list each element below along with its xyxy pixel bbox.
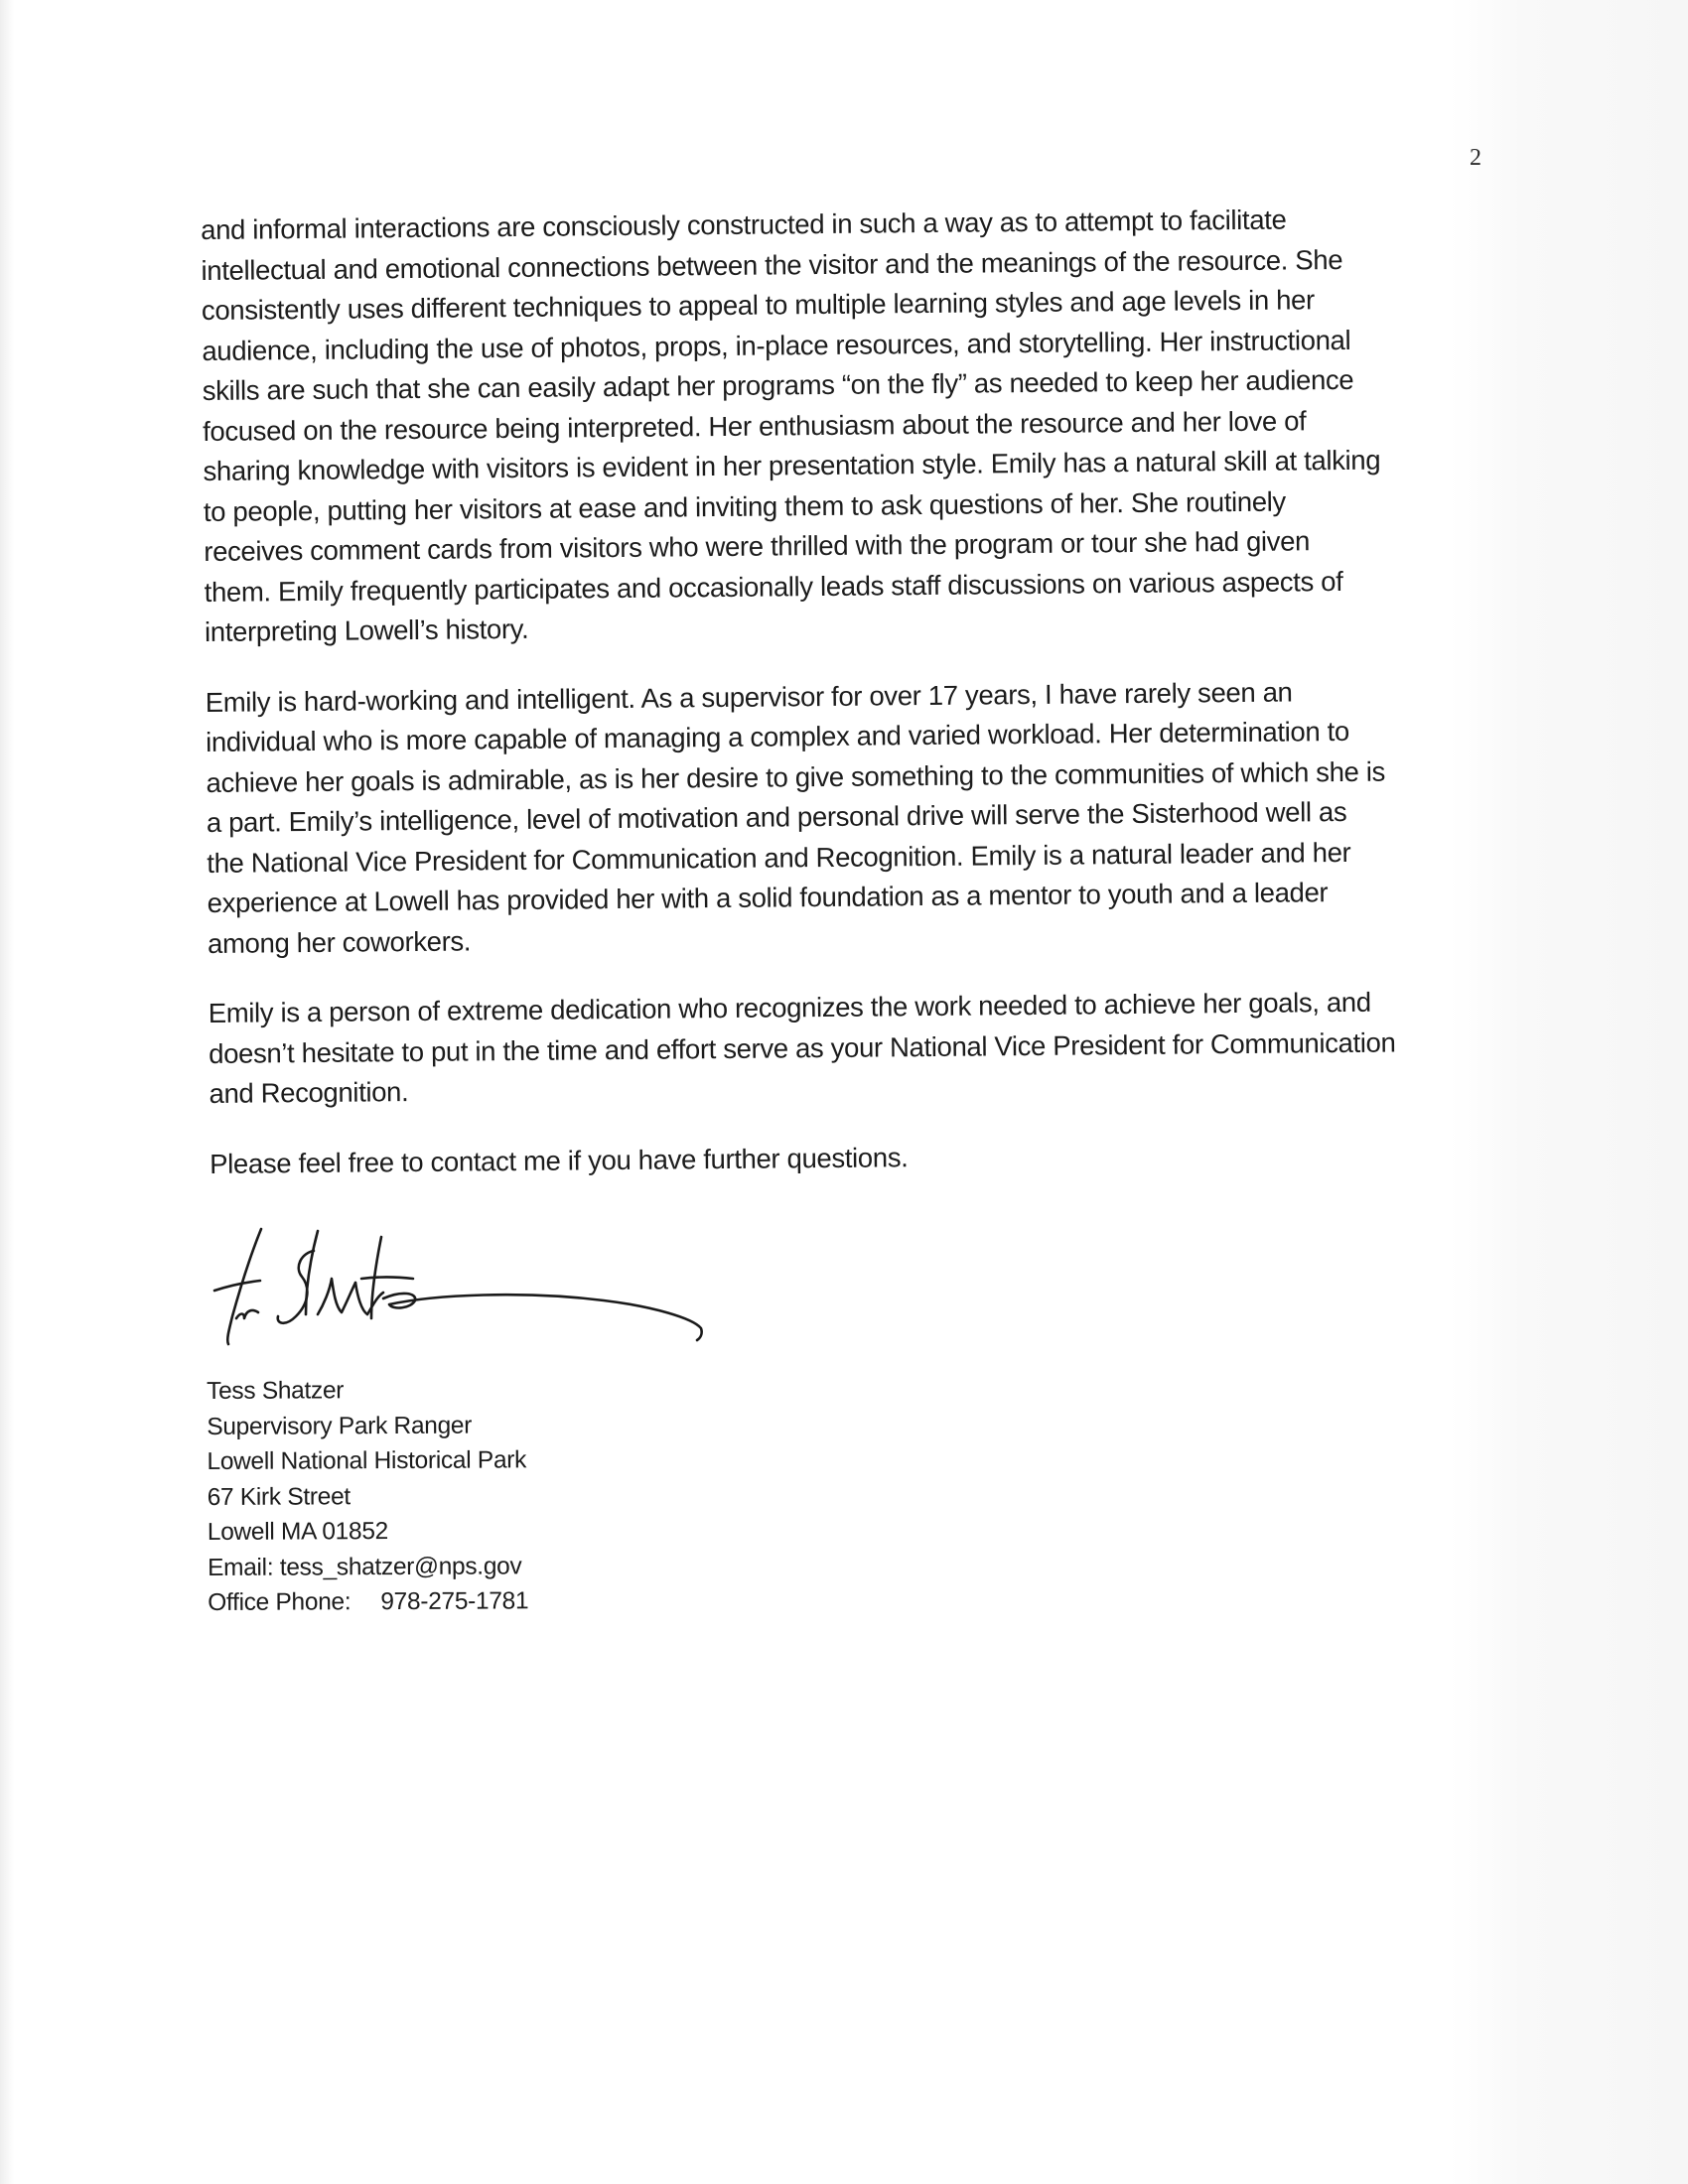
signer-city: Lowell MA 01852 [207,1518,389,1546]
paragraph-line: sharing knowledge with visitors is evident in her presentation style. Emily has a natural skill at talking [203,444,1381,486]
paragraph-line: skills are such that she can easily adapt her programs “on the fly” as needed to keep her audience [202,363,1354,406]
signer-title: Supervisory Park Ranger [207,1412,473,1440]
signer-name: Tess Shatzer [207,1377,345,1405]
paragraph-line: Please feel free to contact me if you have further questions. [210,1141,909,1179]
paragraph-line: doesn’t hesitate to put in the time and effort serve as your National Vice President for Communication [209,1025,1396,1069]
paragraph-line: and informal interactions are consciously constructed in such a way as to attempt to facilitate [201,204,1287,245]
paragraph-line: and Recognition. [209,1076,409,1109]
paragraph-line: interpreting Lowell’s history. [204,613,529,647]
paragraph-line: audience, including the use of photos, props, in-place resources, and storytelling. Her instructional [202,324,1351,366]
signer-phone [208,1582,764,1620]
paragraph-1 [201,199,1495,653]
paragraph-line: them. Emily frequently participates and occasionally leads staff discussions on various aspects of [204,565,1343,608]
paragraph-line: receives comment cards from visitors who were thrilled with the program or tour she had given [204,525,1311,567]
signer-organization: Lowell National Historical Park [207,1446,527,1475]
paragraph-line: to people, putting her visitors at ease and inviting them to ask questions of her. She routinely [203,485,1287,527]
signature-details [207,1371,764,1620]
paragraph-line: among her coworkers. [207,924,472,959]
paragraph-line: individual who is more capable of managing a complex and varied workload. Her determination to [205,715,1350,757]
paragraph-line: consistently uses different techniques to appeal to multiple learning styles and age levels in her [201,284,1315,326]
handwritten-signature [207,1221,723,1370]
signature-block [207,1221,763,1621]
paragraph-line: focused on the resource being interpreted. Her enthusiasm about the resource and her love of [202,404,1307,447]
paragraph-line: the National Vice President for Communication and Recognition. Emily is a natural leader and her [207,836,1351,879]
paragraph-line: Emily is a person of extreme dedication who recognizes the work needed to achieve her goals, and [208,986,1371,1028]
paragraph-line: achieve her goals is admirable, as is her desire to give something to the communities of which she is [206,755,1386,798]
signer-email: Email: tess_shatzer@nps.gov [207,1552,522,1581]
paragraph-line: a part. Emily’s intelligence, level of motivation and personal drive will serve the Sisterhood well as [206,795,1347,838]
scan-edge-left [0,0,14,2184]
paragraph-2 [206,670,1499,964]
paragraph-3 [209,981,1500,1114]
phone-number: 978-275-1781 [380,1587,529,1616]
page-number: 2 [1470,145,1481,171]
paragraph-line: experience at Lowell has provided her with a solid foundation as a mentor to youth and a leader [207,877,1329,918]
paragraph-line: Emily is hard-working and intelligent. As a supervisor for over 17 years, I have rarely seen an [205,675,1293,718]
letter-body [201,199,1501,1214]
phone-label: Office Phone: [208,1588,352,1616]
paragraph-line: intellectual and emotional connections between the visitor and the meanings of the resource. She [201,243,1343,286]
signer-street: 67 Kirk Street [207,1482,351,1511]
paragraph-4 [210,1132,1500,1184]
